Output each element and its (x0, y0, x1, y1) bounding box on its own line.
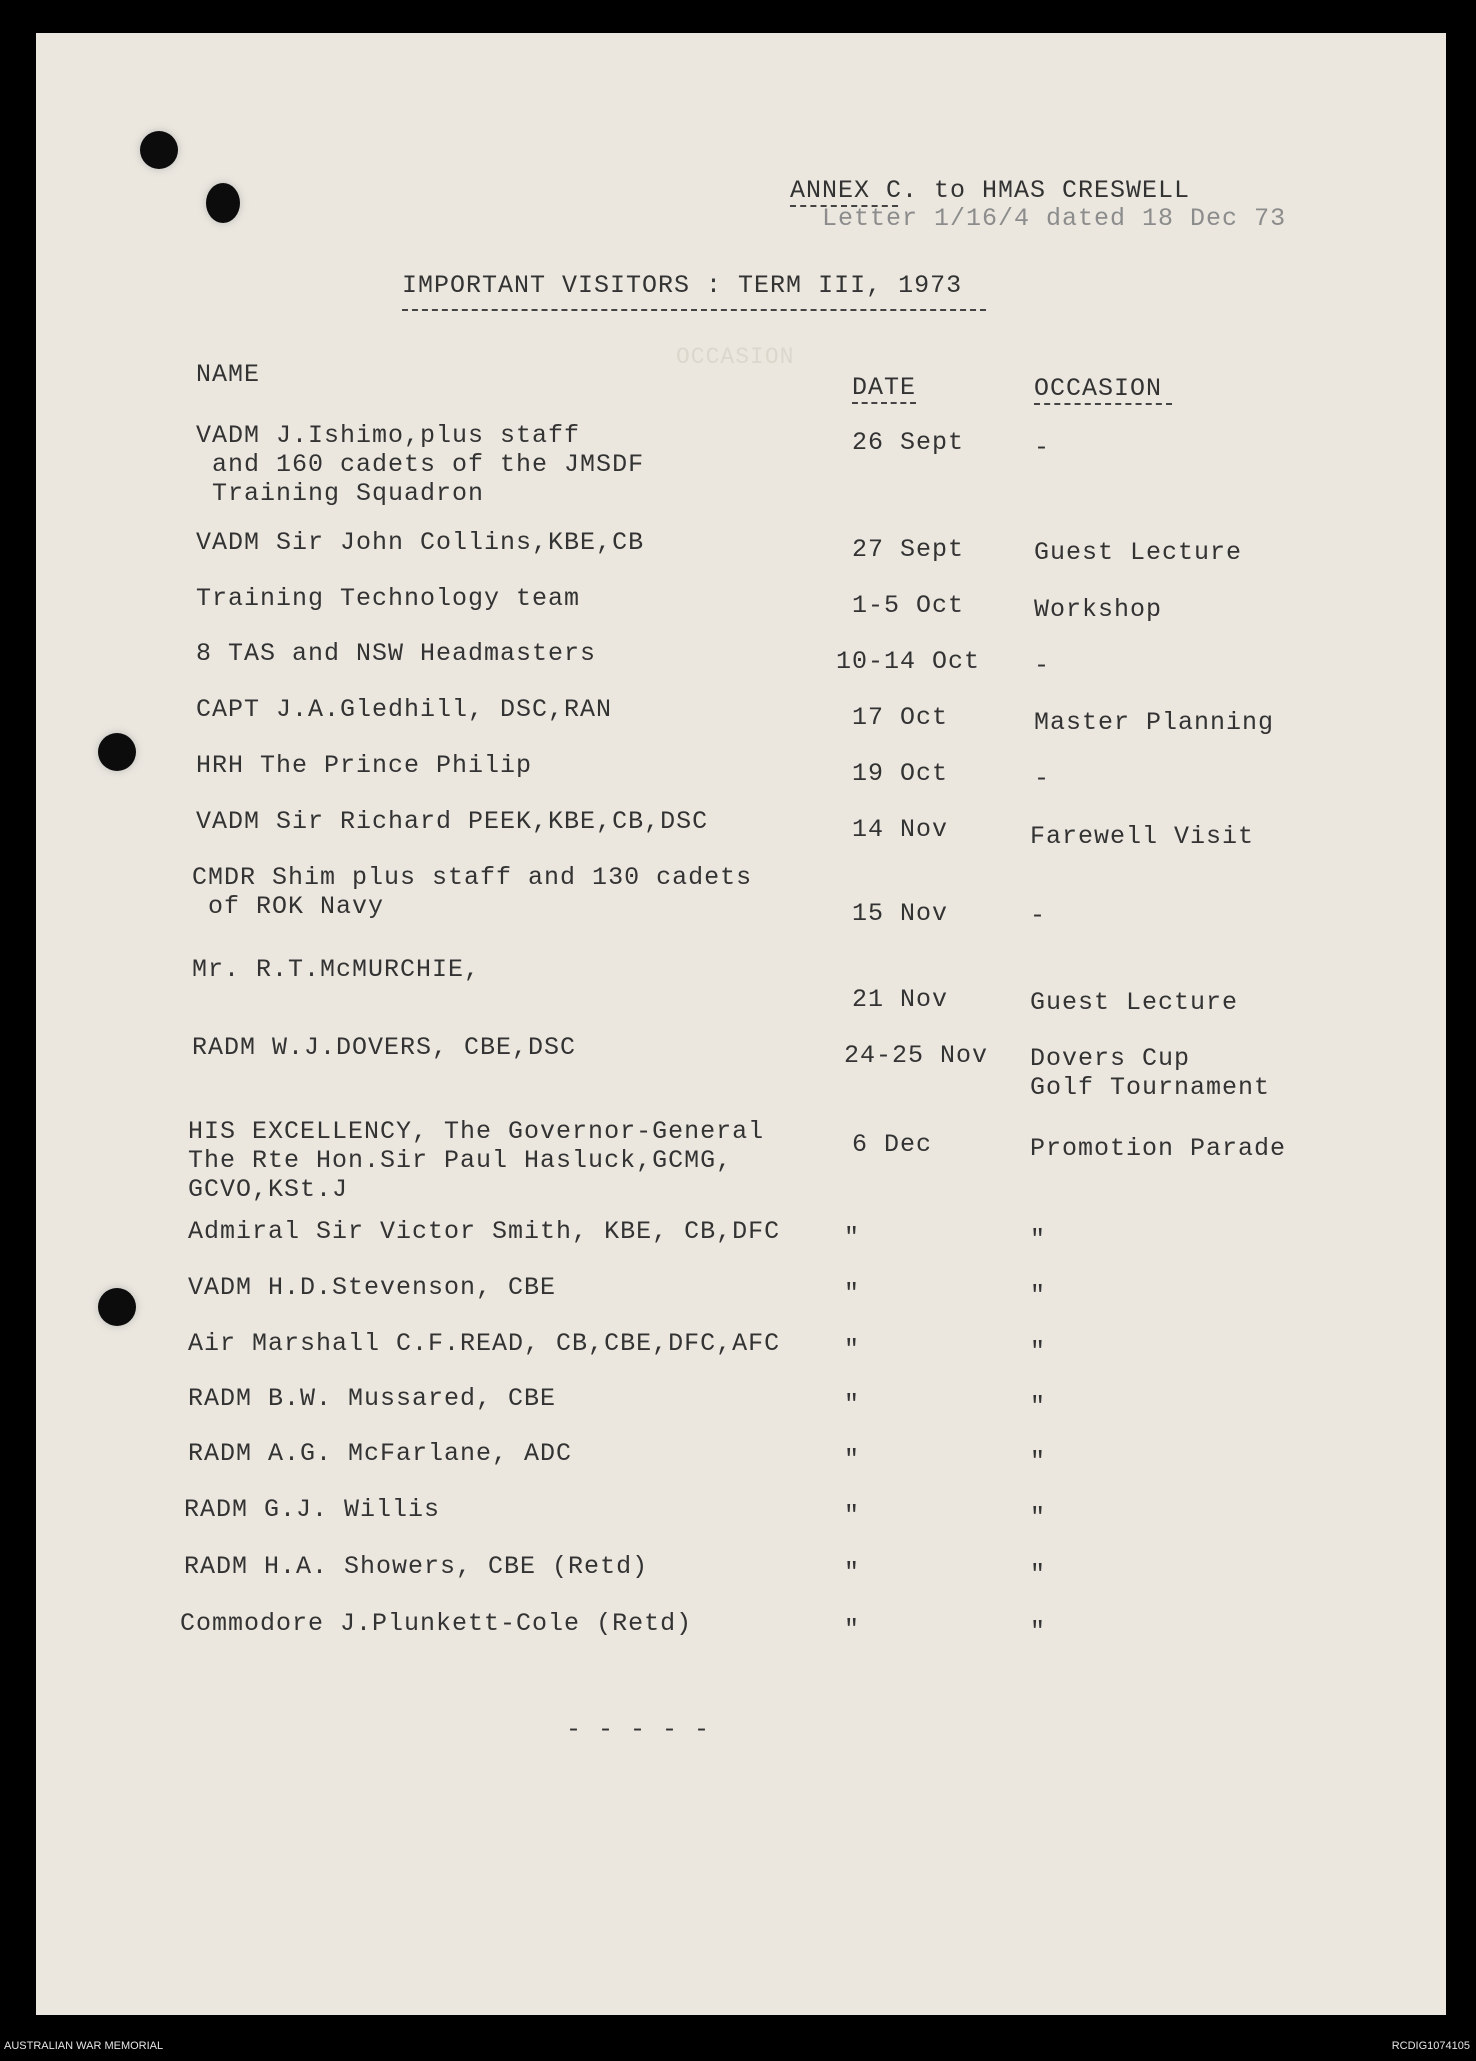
footer-right: RCDIG1074105 (1391, 2040, 1470, 2052)
row-date: 24-25 Nov (844, 1041, 989, 1070)
row-name: VADM Sir Richard PEEK,KBE,CB,DSC (196, 807, 709, 836)
row-name: Commodore J.Plunkett-Cole (Retd) (180, 1609, 693, 1638)
document-page (36, 33, 1446, 2015)
row-occasion: Workshop (1034, 595, 1163, 624)
row-name: RADM W.J.DOVERS, CBE,DSC (192, 1033, 577, 1062)
row-occasion: " (1030, 1617, 1047, 1646)
row-date: " (844, 1279, 861, 1308)
row-occasion: Guest Lecture (1030, 988, 1239, 1017)
row-date: 21 Nov (852, 985, 949, 1014)
row-date: " (844, 1335, 861, 1364)
row-occasion: Promotion Parade (1030, 1134, 1287, 1163)
date-underline (852, 402, 916, 404)
row-occasion: Dovers Cup Golf Tournament (1030, 1044, 1271, 1102)
row-name: RADM H.A. Showers, CBE (Retd) (184, 1552, 649, 1581)
row-occasion: Guest Lecture (1034, 538, 1243, 567)
punch-hole (140, 131, 178, 169)
row-occasion: Master Planning (1034, 708, 1275, 737)
row-date: " (844, 1501, 861, 1530)
row-occasion: " (1030, 1503, 1047, 1532)
row-date: 19 Oct (852, 759, 949, 788)
punch-hole (98, 733, 136, 771)
row-name: RADM B.W. Mussared, CBE (188, 1384, 557, 1413)
row-occasion: - (1034, 651, 1051, 680)
row-name: HRH The Prince Philip (196, 751, 533, 780)
row-occasion: " (1030, 1337, 1047, 1366)
letter-line: Letter 1/16/4 dated 18 Dec 73 (822, 204, 1287, 233)
row-name: 8 TAS and NSW Headmasters (196, 639, 597, 668)
row-occasion: - (1034, 764, 1051, 793)
row-date: " (844, 1615, 861, 1644)
row-name: VADM H.D.Stevenson, CBE (188, 1273, 557, 1302)
row-name: Air Marshall C.F.READ, CB,CBE,DFC,AFC (188, 1329, 781, 1358)
row-date: 14 Nov (852, 815, 949, 844)
row-date: 15 Nov (852, 899, 949, 928)
row-occasion: - (1034, 433, 1051, 462)
row-name: CAPT J.A.Gledhill, DSC,RAN (196, 695, 613, 724)
title-underline (402, 309, 986, 311)
occasion-underline (1034, 403, 1172, 405)
page-title: IMPORTANT VISITORS : TERM III, 1973 (402, 271, 963, 300)
row-name: VADM Sir John Collins,KBE,CB (196, 528, 645, 557)
row-date: " (844, 1445, 861, 1474)
row-date: " (844, 1558, 861, 1587)
row-date: 26 Sept (852, 428, 965, 457)
row-date: 6 Dec (852, 1130, 933, 1159)
annex-line: ANNEX C. to HMAS CRESWELL (790, 176, 1191, 205)
row-name: VADM J.Ishimo,plus staff and 160 cadets of the JMSDF Training Squadron (196, 421, 645, 508)
row-occasion: " (1030, 1447, 1047, 1476)
row-date: 17 Oct (852, 703, 949, 732)
row-name: Admiral Sir Victor Smith, KBE, CB,DFC (188, 1217, 781, 1246)
row-date: 10-14 Oct (836, 647, 981, 676)
punch-hole (206, 183, 240, 223)
row-date: 27 Sept (852, 535, 965, 564)
row-occasion: " (1030, 1281, 1047, 1310)
row-name: Mr. R.T.McMURCHIE, (192, 955, 481, 984)
row-occasion: - (1030, 901, 1047, 930)
row-name: RADM A.G. McFarlane, ADC (188, 1439, 573, 1468)
col-header-date: DATE (852, 373, 917, 402)
row-date: " (844, 1390, 861, 1419)
row-occasion: " (1030, 1225, 1047, 1254)
col-header-name: NAME (196, 360, 261, 389)
end-mark: - - - - - (566, 1715, 711, 1744)
row-occasion: " (1030, 1392, 1047, 1421)
show-through-text: OCCASION (676, 344, 795, 370)
punch-hole (98, 1288, 136, 1326)
row-date: " (844, 1223, 861, 1252)
col-header-occasion: OCCASION (1034, 374, 1163, 403)
row-name: HIS EXCELLENCY, The Governor-General The Rte Hon.Sir Paul Hasluck,GCMG, GCVO,KSt.J (188, 1117, 765, 1204)
row-occasion: Farewell Visit (1030, 822, 1255, 851)
row-date: 1-5 Oct (852, 591, 965, 620)
row-occasion: " (1030, 1560, 1047, 1589)
row-name: CMDR Shim plus staff and 130 cadets of ROK Navy (192, 863, 753, 921)
row-name: RADM G.J. Willis (184, 1495, 441, 1524)
row-name: Training Technology team (196, 584, 581, 613)
footer-left: AUSTRALIAN WAR MEMORIAL (4, 2040, 164, 2052)
